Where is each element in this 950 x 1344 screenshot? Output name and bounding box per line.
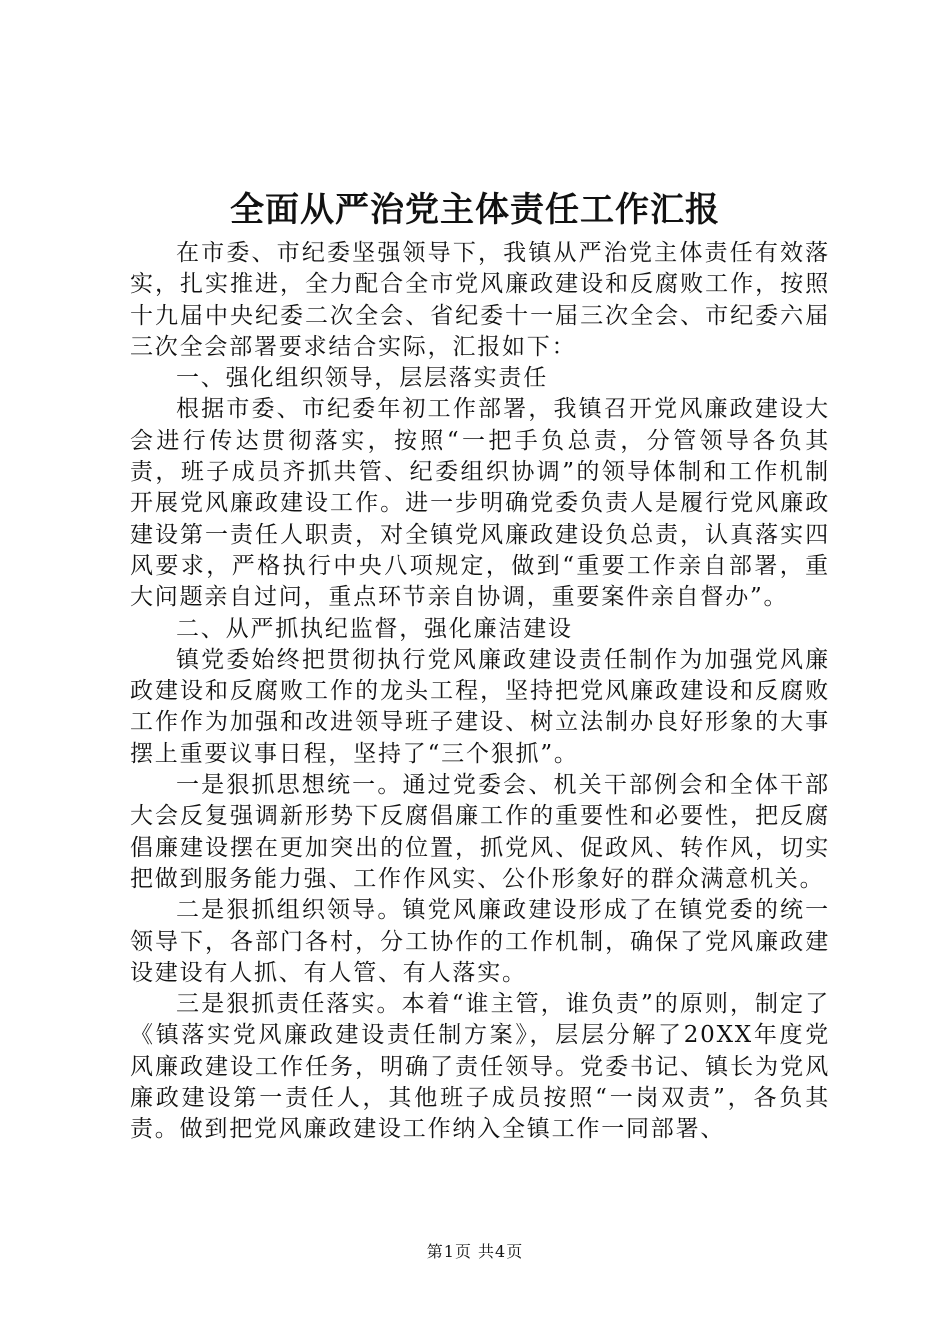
paragraph-point-3: 三是狠抓责任落实。本着“谁主管，谁负责”的原则，制定了《镇落实党风廉政建设责任制方案》，层层分解了20XX年度党风廉政建设工作任务，明确了责任领导。党委书记、镇长为党风廉政建设第一责任人，其他班子成员按照“一岗双责”，各负其责。做到把党风廉政建设工作纳入全镇工作一同部署、 <box>130 991 830 1143</box>
page-title: 全面从严治党主体责任工作汇报 <box>230 190 720 230</box>
paragraph-section-2: 镇党委始终把贯彻执行党风廉政建设责任制作为加强党风廉政建设和反腐败工作的龙头工程，坚持把党风廉政建设和反腐败工作作为加强和改进领导班子建设、树立法制办良好形象的大事摆上重要议事日程，坚持了“三个狠抓”。 <box>130 646 830 767</box>
paragraph-section-1: 根据市委、市纪委年初工作部署，我镇召开党风廉政建设大会进行传达贯彻落实，按照“一把手负总责，分管领导各负其责，班子成员齐抓共管、纪委组织协调”的领导体制和工作机制开展党风廉政建设工作。进一步明确党委负责人是履行党风廉政建设第一责任人职责，对全镇党风廉政建设负总责，认真落实四风要求，严格执行中央八项规定，做到“重要工作亲自部署，重大问题亲自过问，重点环节亲自协调，重要案件亲自督办”。 <box>130 396 830 611</box>
paragraph-point-2: 二是狠抓组织领导。镇党风廉政建设形成了在镇党委的统一领导下，各部门各村，分工协作的工作机制，确保了党风廉政建设建设有人抓、有人管、有人落实。 <box>130 897 830 986</box>
section-heading-1: 一、强化组织领导，层层落实责任 <box>176 365 548 392</box>
section-heading-2: 二、从严抓执纪监督，强化廉洁建设 <box>176 615 573 642</box>
page-footer: 第1页 共4页 <box>426 1242 524 1261</box>
paragraph-intro: 在市委、市纪委坚强领导下，我镇从严治党主体责任有效落实，扎实推进，全力配合全市党风廉政建设和反腐败工作，按照十九届中央纪委二次全会、省纪委十一届三次全会、市纪委六届三次全会部署要求结合实际，汇报如下： <box>130 240 830 360</box>
paragraph-point-1: 一是狠抓思想统一。通过党委会、机关干部例会和全体干部大会反复强调新形势下反腐倡廉工作的重要性和必要性，把反腐倡廉建设摆在更加突出的位置，抓党风、促政风、转作风，切实把做到服务能力强、工作作风实、公仆形象好的群众满意机关。 <box>130 772 830 892</box>
document-body <box>130 238 830 1146</box>
